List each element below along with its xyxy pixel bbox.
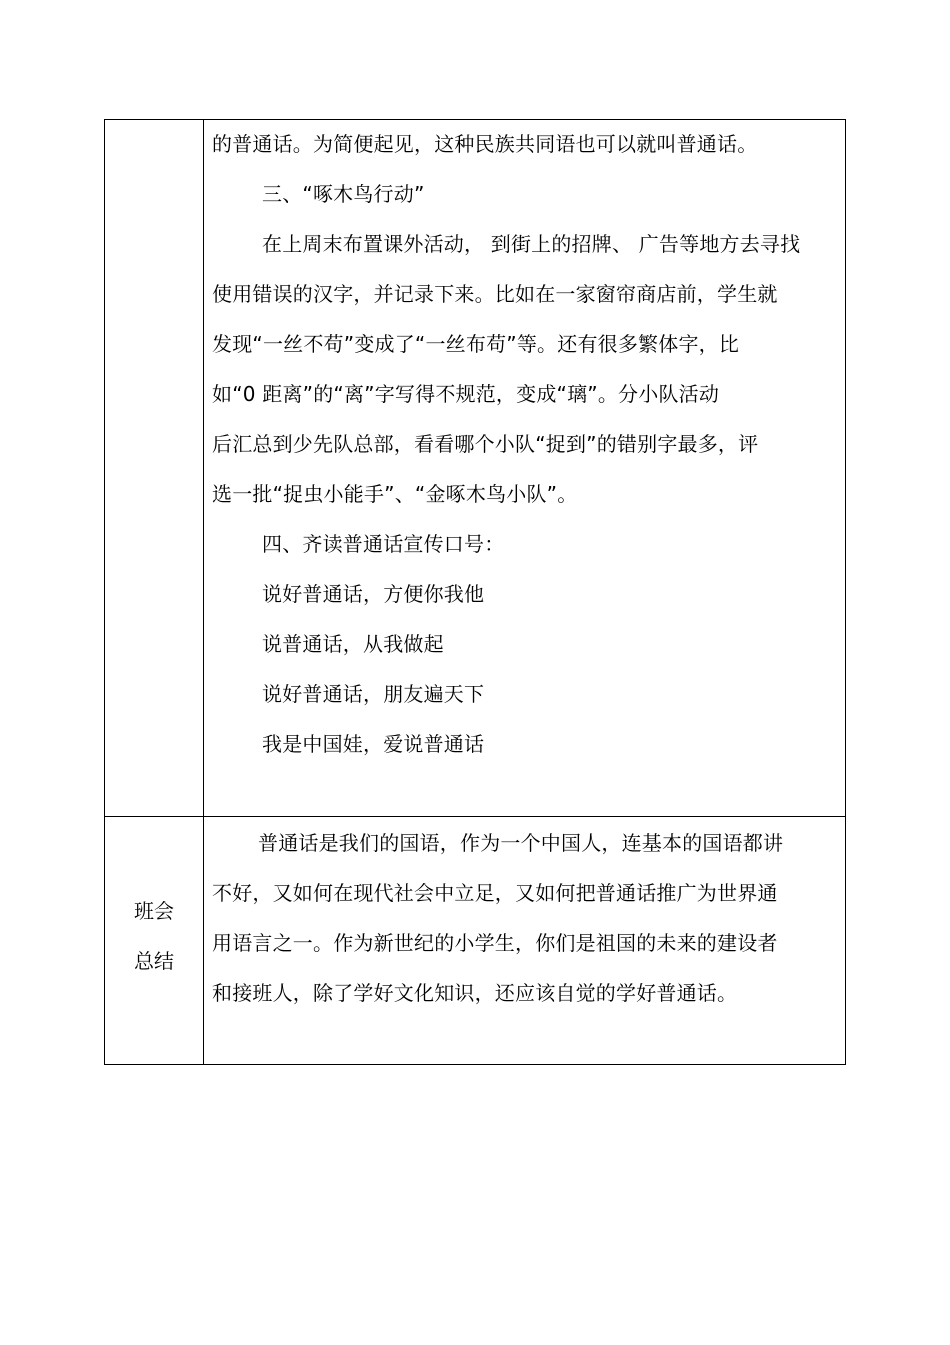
summary-content-cell	[204, 817, 846, 1065]
paragraph-line: 在上周末布置课外活动， 到街上的招牌、 广告等地方去寻找	[262, 232, 801, 256]
summary-label-line-1: 班会	[134, 898, 174, 923]
paragraph-line: 如“0 距离”的“离”字写得不规范，变成“璃”。分小队活动	[212, 382, 720, 406]
paragraph-line: 后汇总到少先队总部，看看哪个小队“捉到”的错别字最多，评	[212, 432, 759, 456]
activity-label-cell	[105, 120, 204, 817]
slogan-line: 我是中国娃，爱说普通话	[262, 732, 485, 756]
paragraph-line: 使用错误的汉字，并记录下来。比如在一家窗帘商店前，学生就	[212, 282, 778, 306]
class-meeting-table	[104, 119, 846, 1065]
summary-label-cell	[105, 817, 204, 1065]
slogan-line: 说好普通话，方便你我他	[262, 582, 485, 606]
paragraph-line: 的普通话。为简便起见，这种民族共同语也可以就叫普通话。	[212, 132, 758, 156]
summary-line: 普通话是我们的国语，作为一个中国人，连基本的国语都讲	[258, 831, 784, 855]
slogan-line: 说普通话，从我做起	[262, 632, 444, 656]
summary-row	[105, 817, 846, 1065]
slogan-line: 说好普通话，朋友遍天下	[262, 682, 485, 706]
activity-row	[105, 120, 846, 817]
summary-paragraph	[212, 817, 845, 1018]
section-heading-woodpecker: 三、“啄木鸟行动”	[262, 182, 425, 206]
paragraph-line: 发现“一丝不苟”变成了“一丝布苟”等。还有很多繁体字，比	[212, 332, 740, 356]
activity-content-cell	[204, 120, 846, 817]
summary-line: 不好，又如何在现代社会中立足，又如何把普通话推广为世界通	[212, 881, 778, 905]
summary-line: 和接班人，除了学好文化知识，还应该自觉的学好普通话。	[212, 981, 738, 1005]
paragraph-line: 选一批“捉虫小能手”、“金啄木鸟小队”。	[212, 482, 578, 506]
section-heading-slogans: 四、齐读普通话宣传口号：	[262, 532, 505, 556]
summary-line: 用语言之一。作为新世纪的小学生，你们是祖国的未来的建设者	[212, 931, 778, 955]
summary-label-line-2: 总结	[134, 948, 174, 973]
